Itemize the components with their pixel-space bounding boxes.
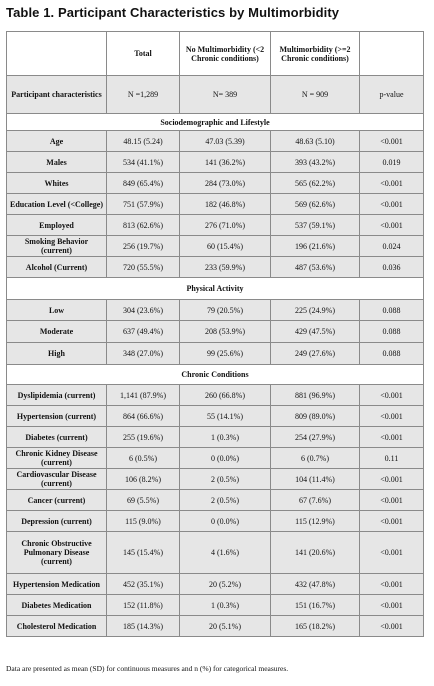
cell-pvalue: 0.088 — [360, 343, 424, 365]
cell-total: 115 (9.0%) — [107, 511, 180, 532]
cell-pvalue: <0.001 — [360, 595, 424, 616]
table-row — [7, 131, 424, 152]
cell-pvalue: 0.036 — [360, 257, 424, 278]
table-row — [7, 616, 424, 637]
table-row — [7, 194, 424, 215]
cell-multimorbidity: 569 (62.6%) — [271, 194, 360, 215]
cell-no-multimorbidity: 60 (15.4%) — [180, 236, 271, 257]
cell-pvalue: <0.001 — [360, 511, 424, 532]
subheader-no-multimorbidity: N= 389 — [180, 76, 271, 114]
cell-total: 255 (19.6%) — [107, 427, 180, 448]
cell-multimorbidity: 48.63 (5.10) — [271, 131, 360, 152]
cell-no-multimorbidity: 276 (71.0%) — [180, 215, 271, 236]
cell-multimorbidity: 104 (11.4%) — [271, 469, 360, 490]
row-label: Moderate — [7, 321, 107, 343]
cell-multimorbidity: 487 (53.6%) — [271, 257, 360, 278]
cell-pvalue: <0.001 — [360, 131, 424, 152]
cell-multimorbidity: 254 (27.9%) — [271, 427, 360, 448]
cell-pvalue: <0.001 — [360, 406, 424, 427]
cell-total: 256 (19.7%) — [107, 236, 180, 257]
cell-multimorbidity: 393 (43.2%) — [271, 152, 360, 173]
cell-pvalue: <0.001 — [360, 194, 424, 215]
row-label: Dyslipidemia (current) — [7, 385, 107, 406]
row-label: Depression (current) — [7, 511, 107, 532]
table-row — [7, 215, 424, 236]
cell-total: 864 (66.6%) — [107, 406, 180, 427]
table-row — [7, 469, 424, 490]
cell-multimorbidity: 429 (47.5%) — [271, 321, 360, 343]
cell-total: 106 (8.2%) — [107, 469, 180, 490]
cell-multimorbidity: 881 (96.9%) — [271, 385, 360, 406]
cell-multimorbidity: 6 (0.7%) — [271, 448, 360, 469]
cell-total: 185 (14.3%) — [107, 616, 180, 637]
cell-no-multimorbidity: 233 (59.9%) — [180, 257, 271, 278]
row-label: Alcohol (Current) — [7, 257, 107, 278]
cell-no-multimorbidity: 260 (66.8%) — [180, 385, 271, 406]
header-row — [7, 32, 424, 76]
section-title: Sociodemographic and Lifestyle — [7, 114, 424, 131]
cell-multimorbidity: 249 (27.6%) — [271, 343, 360, 365]
section-title: Physical Activity — [7, 278, 424, 300]
cell-pvalue: <0.001 — [360, 532, 424, 574]
cell-no-multimorbidity: 2 (0.5%) — [180, 469, 271, 490]
cell-no-multimorbidity: 0 (0.0%) — [180, 511, 271, 532]
cell-total: 813 (62.6%) — [107, 215, 180, 236]
footnote: Data are presented as mean (SD) for continuous measures and n (%) for categorical measures. — [6, 664, 289, 673]
cell-pvalue: <0.001 — [360, 469, 424, 490]
cell-pvalue: 0.088 — [360, 321, 424, 343]
table-row — [7, 448, 424, 469]
table-row — [7, 427, 424, 448]
cell-no-multimorbidity: 182 (46.8%) — [180, 194, 271, 215]
cell-no-multimorbidity: 4 (1.6%) — [180, 532, 271, 574]
cell-multimorbidity: 537 (59.1%) — [271, 215, 360, 236]
section-row — [7, 114, 424, 131]
table-row — [7, 406, 424, 427]
row-label: Employed — [7, 215, 107, 236]
table-row — [7, 321, 424, 343]
cell-no-multimorbidity: 99 (25.6%) — [180, 343, 271, 365]
row-label: Males — [7, 152, 107, 173]
header-no-multimorbidity: No Multimorbidity (<2 Chronic conditions) — [180, 32, 271, 76]
row-label: Age — [7, 131, 107, 152]
table-row — [7, 595, 424, 616]
table-row — [7, 257, 424, 278]
cell-multimorbidity: 809 (89.0%) — [271, 406, 360, 427]
characteristics-table — [6, 31, 424, 637]
cell-total: 152 (11.8%) — [107, 595, 180, 616]
row-label: Diabetes (current) — [7, 427, 107, 448]
row-label: Whites — [7, 173, 107, 194]
cell-multimorbidity: 432 (47.8%) — [271, 574, 360, 595]
row-label: Hypertension Medication — [7, 574, 107, 595]
cell-pvalue: <0.001 — [360, 173, 424, 194]
cell-total: 6 (0.5%) — [107, 448, 180, 469]
cell-total: 637 (49.4%) — [107, 321, 180, 343]
cell-total: 48.15 (5.24) — [107, 131, 180, 152]
cell-pvalue: <0.001 — [360, 385, 424, 406]
subheader-pvalue: p-value — [360, 76, 424, 114]
cell-total: 69 (5.5%) — [107, 490, 180, 511]
header-multimorbidity: Multimorbidity (>=2 Chronic conditions) — [271, 32, 360, 76]
row-label: Cancer (current) — [7, 490, 107, 511]
cell-no-multimorbidity: 2 (0.5%) — [180, 490, 271, 511]
cell-no-multimorbidity: 208 (53.9%) — [180, 321, 271, 343]
cell-multimorbidity: 67 (7.6%) — [271, 490, 360, 511]
cell-total: 452 (35.1%) — [107, 574, 180, 595]
section-title: Chronic Conditions — [7, 365, 424, 385]
cell-no-multimorbidity: 141 (36.2%) — [180, 152, 271, 173]
header-pvalue-cell — [360, 32, 424, 76]
subheader-multimorbidity: N = 909 — [271, 76, 360, 114]
cell-pvalue: <0.001 — [360, 574, 424, 595]
cell-total: 751 (57.9%) — [107, 194, 180, 215]
subheader-total: N =1,289 — [107, 76, 180, 114]
cell-multimorbidity: 225 (24.9%) — [271, 300, 360, 321]
cell-multimorbidity: 165 (18.2%) — [271, 616, 360, 637]
cell-no-multimorbidity: 1 (0.3%) — [180, 427, 271, 448]
row-label: Cholesterol Medication — [7, 616, 107, 637]
table-row — [7, 152, 424, 173]
cell-no-multimorbidity: 79 (20.5%) — [180, 300, 271, 321]
cell-total: 1,141 (87.9%) — [107, 385, 180, 406]
cell-no-multimorbidity: 0 (0.0%) — [180, 448, 271, 469]
cell-no-multimorbidity: 1 (0.3%) — [180, 595, 271, 616]
table-row — [7, 173, 424, 194]
cell-pvalue: 0.11 — [360, 448, 424, 469]
row-label: High — [7, 343, 107, 365]
row-label: Diabetes Medication — [7, 595, 107, 616]
header-label-cell — [7, 32, 107, 76]
row-label: Hypertension (current) — [7, 406, 107, 427]
header-total: Total — [107, 32, 180, 76]
cell-total: 720 (55.5%) — [107, 257, 180, 278]
cell-no-multimorbidity: 20 (5.2%) — [180, 574, 271, 595]
cell-total: 348 (27.0%) — [107, 343, 180, 365]
table-row — [7, 490, 424, 511]
cell-no-multimorbidity: 47.03 (5.39) — [180, 131, 271, 152]
cell-total: 849 (65.4%) — [107, 173, 180, 194]
row-label: Low — [7, 300, 107, 321]
table-row — [7, 511, 424, 532]
cell-pvalue: <0.001 — [360, 215, 424, 236]
table-row — [7, 532, 424, 574]
table-row — [7, 574, 424, 595]
subheader-row — [7, 76, 424, 114]
cell-multimorbidity: 141 (20.6%) — [271, 532, 360, 574]
cell-pvalue: 0.019 — [360, 152, 424, 173]
cell-total: 534 (41.1%) — [107, 152, 180, 173]
cell-multimorbidity: 565 (62.2%) — [271, 173, 360, 194]
cell-pvalue: <0.001 — [360, 427, 424, 448]
row-label: Chronic Kidney Disease (current) — [7, 448, 107, 469]
cell-multimorbidity: 115 (12.9%) — [271, 511, 360, 532]
row-label: Education Level (<College) — [7, 194, 107, 215]
table-row — [7, 385, 424, 406]
cell-no-multimorbidity: 284 (73.0%) — [180, 173, 271, 194]
table-row — [7, 236, 424, 257]
section-row — [7, 365, 424, 385]
row-label: Chronic Obstructive Pulmonary Disease (current) — [7, 532, 107, 574]
cell-multimorbidity: 151 (16.7%) — [271, 595, 360, 616]
cell-pvalue: 0.024 — [360, 236, 424, 257]
table-title: Table 1. Participant Characteristics by Multimorbidity — [6, 5, 340, 20]
section-row — [7, 278, 424, 300]
cell-total: 145 (15.4%) — [107, 532, 180, 574]
cell-no-multimorbidity: 20 (5.1%) — [180, 616, 271, 637]
row-label: Smoking Behavior (current) — [7, 236, 107, 257]
cell-pvalue: <0.001 — [360, 616, 424, 637]
cell-total: 304 (23.6%) — [107, 300, 180, 321]
subheader-label: Participant characteristics — [7, 76, 107, 114]
cell-no-multimorbidity: 55 (14.1%) — [180, 406, 271, 427]
table-row — [7, 343, 424, 365]
cell-multimorbidity: 196 (21.6%) — [271, 236, 360, 257]
cell-pvalue: 0.088 — [360, 300, 424, 321]
cell-pvalue: <0.001 — [360, 490, 424, 511]
table-row — [7, 300, 424, 321]
row-label: Cardiovascular Disease (current) — [7, 469, 107, 490]
